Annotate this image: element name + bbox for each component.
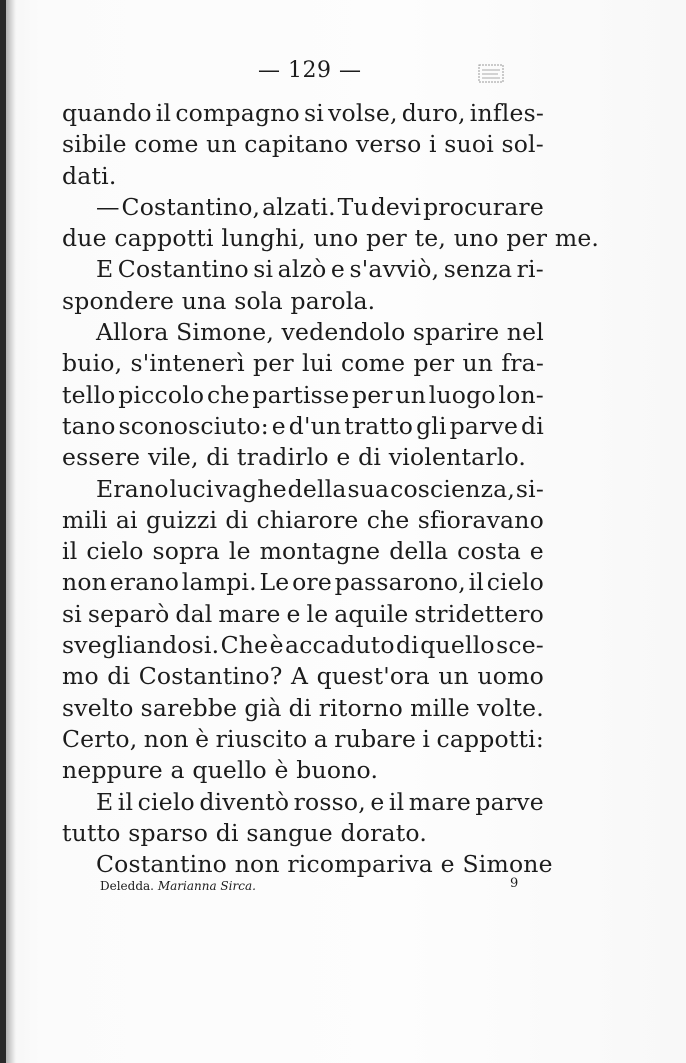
binding-shadow [6, 0, 16, 1063]
text-line: Erano luci vaghe della sua coscienza, si- [96, 474, 544, 503]
text-line: tutto sparso di sangue dorato. [62, 818, 427, 847]
text-line: E Costantino si alzò e s'avviò, senza ri- [96, 255, 544, 284]
text-line: tano sconosciuto: e d'un tratto gli parve di [62, 411, 544, 440]
page-header [0, 58, 686, 88]
text-line: essere vile, di tradirlo e di violentarlo. [62, 443, 527, 472]
body-text [62, 98, 600, 880]
text-line: buio, s'intenerì per lui come per un fra- [62, 349, 544, 378]
text-line: si separò dal mare e le aquile stridettero [62, 599, 544, 628]
text-line: quando il compagno si volse, duro, infles- [62, 99, 544, 127]
library-stamp-icon [478, 64, 506, 84]
text-line: — Costantino, alzati. Tu devi procurare [96, 192, 544, 221]
text-line: Costantino non ricompariva e Simone [96, 850, 553, 879]
footer-book-title: Marianna Sirca. [157, 879, 256, 893]
text-line: il cielo sopra le montagne della costa e [62, 537, 544, 566]
text-line: E il cielo diventò rosso, e il mare parve [96, 787, 544, 816]
footer-author: Deledda. [100, 879, 154, 893]
text-line: Allora Simone, vedendolo sparire nel [96, 318, 544, 347]
text-line: spondere una sola parola. [62, 286, 376, 315]
text-line: svegliandosi. Che è accaduto di quello sce- [62, 631, 544, 660]
text-line: mili ai guizzi di chiarore che sfioravano [62, 505, 544, 534]
footer-author-title [100, 879, 256, 893]
text-line: dati. [62, 161, 117, 190]
text-line: neppure a quello è buono. [62, 756, 379, 785]
page-number: — 129 — [258, 58, 362, 83]
signature-mark: 9 [510, 876, 519, 891]
text-line: mo di Costantino? A quest'ora un uomo [62, 662, 544, 691]
text-line: tello piccolo che partisse per un luogo lon- [62, 380, 544, 409]
text-line: non erano lampi. Le ore passarono, il cielo [62, 568, 544, 597]
text-line: svelto sarebbe già di ritorno mille volte. [62, 693, 544, 722]
text-line: due cappotti lunghi, uno per te, uno per me. [62, 224, 600, 253]
text-line: sibile come un capitano verso i suoi sol- [62, 130, 544, 159]
page-footer [0, 876, 686, 898]
text-line: Certo, non è riuscito a rubare i cappotti: [62, 724, 544, 753]
